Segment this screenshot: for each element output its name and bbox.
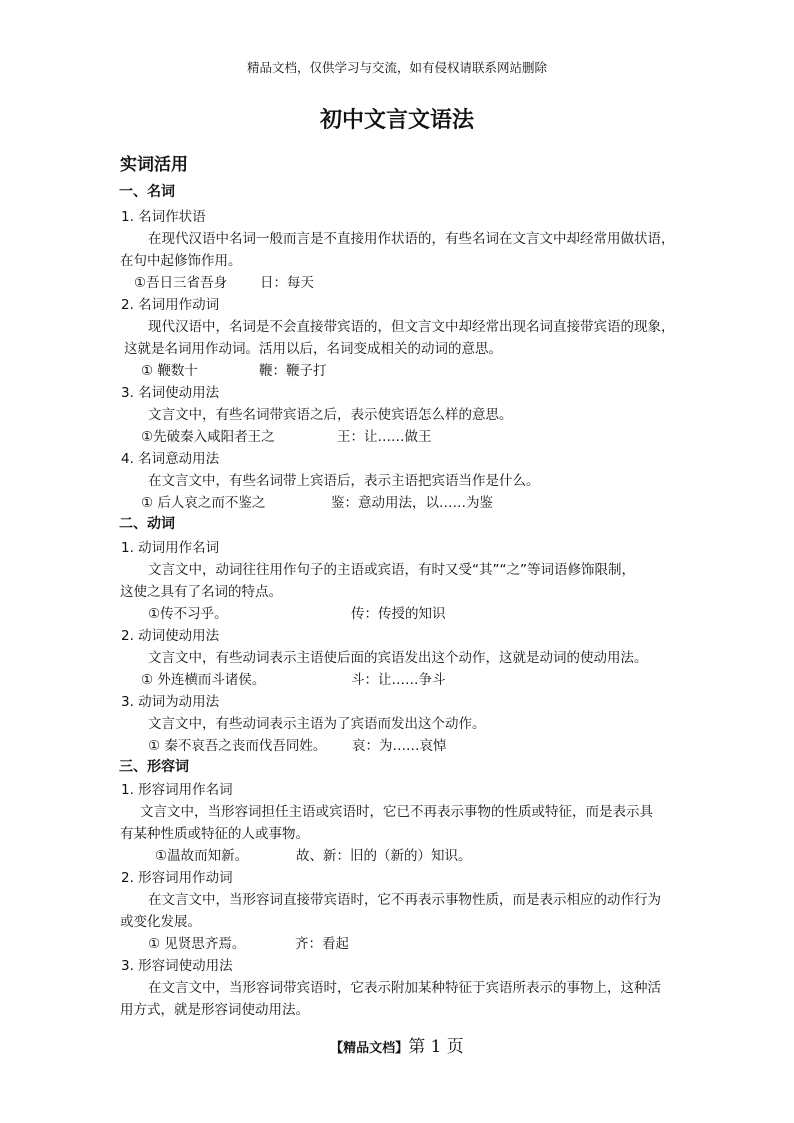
noun-s4-note: 鉴：意动用法，以……为鉴: [331, 495, 493, 511]
adj-s1-note: 故、新：旧的（新的）知识。: [296, 848, 472, 864]
noun-s3-example: ①先破秦入咸阳者王之: [141, 429, 275, 445]
noun-s1-para-1: 在现代汉语中名词一般而言是不直接用作状语的，有些名词在文言文中却经常用做状语，: [148, 231, 675, 247]
page-footer: [0, 1032, 794, 1057]
verb-s3-example: ① 秦不哀吾之丧而伐吾同姓。: [148, 738, 327, 754]
adj-s1-example: ①温故而知新。: [155, 848, 249, 864]
adj-s2-note: 齐：看起: [295, 936, 349, 952]
verb-s1-title: 1. 动词用作名词: [121, 540, 220, 556]
verb-s1-example: ①传不习乎。: [148, 606, 228, 622]
noun-s1-para-2: 在句中起修饰作用。: [120, 253, 242, 269]
noun-s4-example: ① 后人哀之而不鉴之: [141, 495, 266, 511]
noun-s3-note: 王：让……做王: [337, 429, 432, 445]
header-note: 精品文档，仅供学习与交流，如有侵权请联系网站删除: [246, 60, 547, 75]
page-number: 第 1 页: [408, 1037, 464, 1057]
adj-s3-title: 3. 形容词使动用法: [121, 958, 233, 974]
adj-s3-para-2: 用方式，就是形容词使动用法。: [120, 1002, 309, 1018]
verb-s3-para-1: 文言文中，有些动词表示主语为了宾语而发出这个动作。: [148, 716, 486, 732]
verb-s1-para-1: 文言文中，动词往往用作句子的主语或宾语，有时又受“其”“之”等词语修饰限制，: [148, 562, 635, 578]
adj-s2-title: 2. 形容词用作动词: [121, 870, 233, 886]
noun-s2-title: 2. 名词用作动词: [121, 297, 220, 313]
verb-s2-example: ① 外连横而斗诸侯。: [141, 672, 266, 688]
noun-heading: 一、名词: [119, 184, 175, 200]
noun-s2-para-1: 现代汉语中，名词是不会直接带宾语的，但文言文中却经常出现名词直接带宾语的现象，: [148, 319, 675, 335]
verb-s3-title: 3. 动词为动用法: [121, 694, 220, 710]
verb-s1-note: 传：传授的知识: [351, 606, 446, 622]
adj-s1-title: 1. 形容词用作名词: [121, 782, 233, 798]
noun-s3-title: 3. 名词使动用法: [121, 385, 220, 401]
noun-s4-para-1: 在文言文中，有些名词带上宾语后，表示主语把宾语当作是什么。: [148, 473, 540, 489]
adj-s2-example: ① 见贤思齐焉。: [148, 936, 246, 952]
verb-s3-note: 哀：为……哀悼: [352, 738, 447, 754]
adj-s3-para-1: 在文言文中，当形容词带宾语时，它表示附加某种特征于宾语所表示的事物上，这种活: [148, 980, 661, 996]
noun-s1-example: ①吾日三省吾身: [134, 275, 228, 291]
adj-s1-para-2: 有某种性质或特征的人或事物。: [120, 826, 309, 842]
verb-s2-note: 斗：让……争斗: [351, 672, 446, 688]
footer-tag: 【精品文档】: [330, 1041, 409, 1056]
verb-s2-para-1: 文言文中，有些动词表示主语使后面的宾语发出这个动作，这就是动词的使动用法。: [148, 650, 648, 666]
noun-s1-note: 日：每天: [260, 275, 314, 291]
noun-s3-para-1: 文言文中，有些名词带宾语之后，表示使宾语怎么样的意思。: [148, 407, 513, 423]
verb-s1-para-2: 这使之具有了名词的特点。: [120, 584, 282, 600]
adj-s2-para-1: 在文言文中，当形容词直接带宾语时，它不再表示事物性质，而是表示相应的动作行为: [148, 892, 661, 908]
adj-heading: 三、形容词: [119, 759, 189, 775]
noun-s1-title: 1. 名词作状语: [121, 209, 206, 225]
noun-s4-title: 4. 名词意动用法: [121, 451, 220, 467]
section-title: 实词活用: [120, 155, 188, 175]
page-title: 初中文言文语法: [319, 107, 474, 133]
noun-s2-para-2: 这就是名词用作动词。活用以后，名词变成相关的动词的意思。: [124, 341, 502, 357]
adj-s1-para-1: 文言文中，当形容词担任主语或宾语时，它已不再表示事物的性质或特征，而是表示具: [140, 804, 653, 820]
adj-s2-para-2: 或变化发展。: [120, 914, 201, 930]
verb-heading: 二、动词: [119, 516, 175, 532]
verb-s2-title: 2. 动词使动用法: [121, 628, 220, 644]
noun-s2-example: ① 鞭数十: [141, 363, 198, 379]
noun-s2-note: 鞭：鞭子打: [259, 363, 327, 379]
